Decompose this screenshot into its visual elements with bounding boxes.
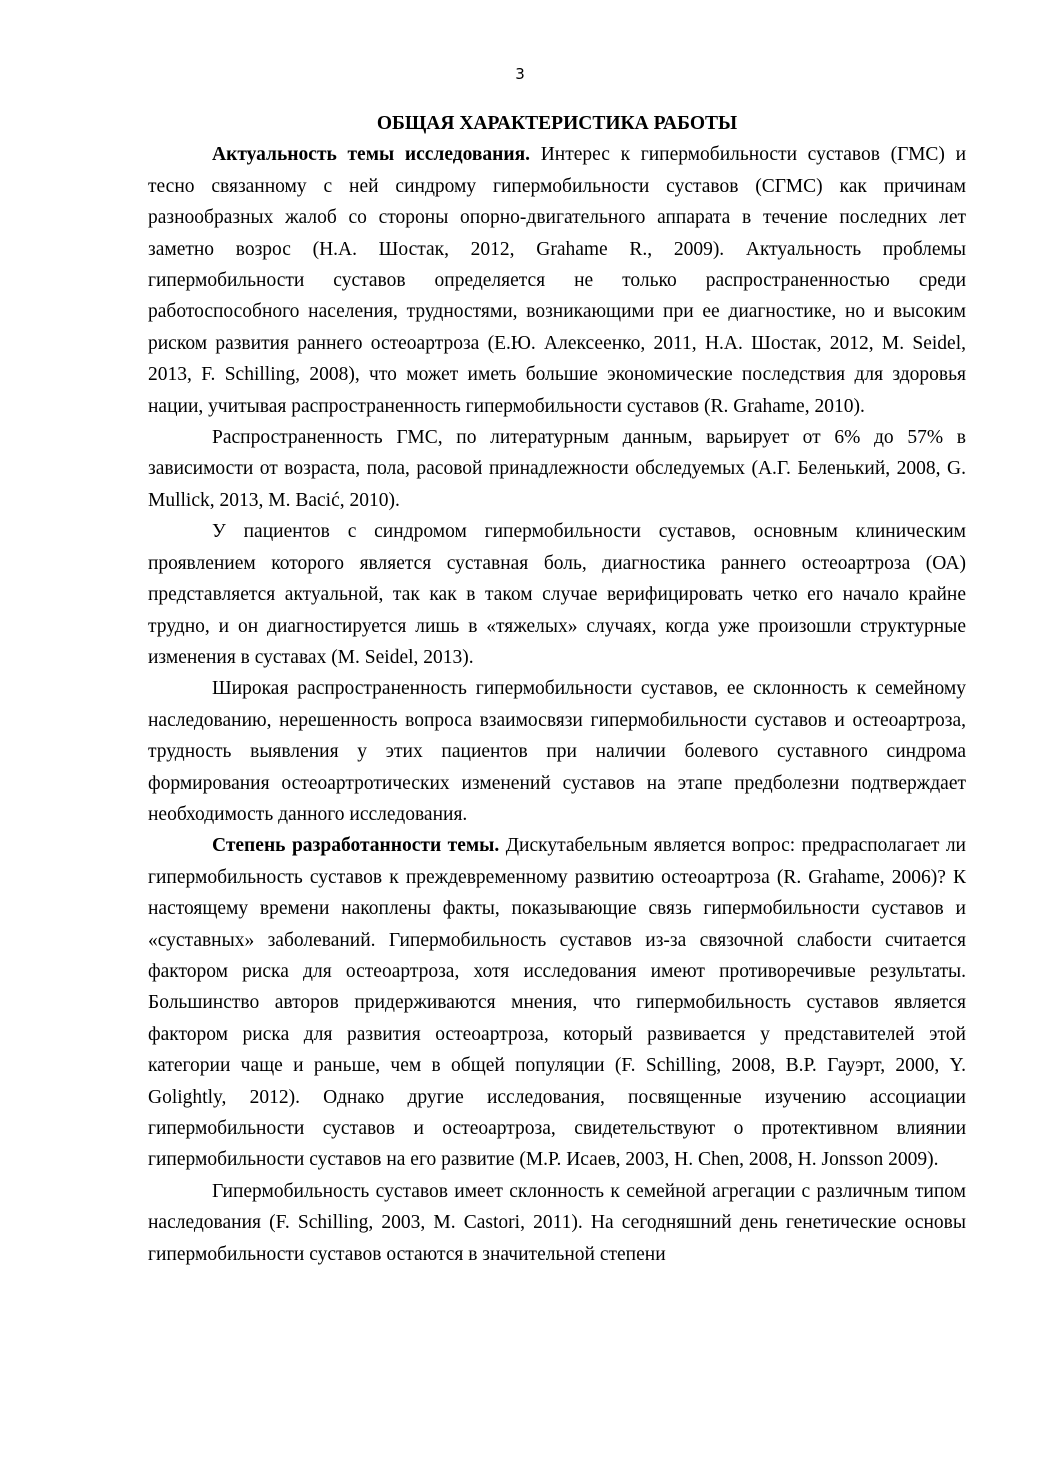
paragraph-necessity	[148, 673, 966, 830]
paragraph-text: Гипермобильность суставов имеет склонность к семейной агрегации с различным типом наследования (F. Schilling, 2003, M. Castori, 2011). На сегодняшний день генетические основы гипермобильности суставов остаются в значительной степени	[148, 1180, 966, 1265]
paragraph-relevance	[148, 139, 966, 422]
paragraph-prevalence	[148, 422, 966, 516]
page-body	[148, 108, 966, 1270]
paragraph-text: У пациентов с синдромом гипермобильности суставов, основным клиническим проявлением которого является суставная боль, диагностика раннего остеоартроза (ОА) представляется актуальной, так как в таком случае верифицировать четко его начало крайне трудно, и он диагностируется лишь в «тяжелых» случаях, когда уже произошли структурные изменения в суставах (M. Seidel, 2013).	[148, 521, 966, 668]
paragraph-lead: Степень разработанности темы.	[212, 835, 500, 857]
paragraph-text: Распространенность ГМС, по литературным данным, варьирует от 6% до 57% в зависимости от возраста, пола, расовой принадлежности обследуемых (А.Г. Беленький, 2008, G. Mullick, 2013, M. Bacić, 2010).	[148, 427, 966, 511]
paragraph-text: Интерес к гипермобильности суставов (ГМС) и тесно связанному с ней синдрому гипермобильности суставов (СГМС) как причинам разнообразных жалоб со стороны опорно-двигательного аппарата в течение последних лет заметно возрос (Н.А. Шостак, 2012, Grahame R., 2009). Актуальность проблемы гипермобильности суставов определяется не только распространенностью среди работоспособного населения, трудностями, возникающими при ее диагностике, но и высоким риском развития раннего остеоартроза (Е.Ю. Алексеенко, 2011, Н.А. Шостак, 2012, M. Seidel, 2013, F. Schilling, 2008), что может иметь большие экономические последствия для здоровья нации, учитывая распространенность гипермобильности суставов (R. Grahame, 2010).	[148, 144, 966, 417]
paragraph-heredity	[148, 1176, 966, 1270]
page-number: 3	[515, 65, 525, 83]
paragraph-patients	[148, 516, 966, 673]
section-heading: ОБЩАЯ ХАРАКТЕРИСТИКА РАБОТЫ	[376, 113, 738, 134]
paragraph-text: Дискутабельным является вопрос: предрасполагает ли гипермобильность суставов к преждевременному развитию остеоартроза (R. Grahame, 2006)? К настоящему времени накоплены факты, показывающие связь гипермобильности суставов и «суставных» заболеваний. Гипермобильность суставов из-за связочной слабости считается фактором риска для остеоартроза, хотя исследования имеют противоречивые результаты. Большинство авторов придерживаются мнения, что гипермобильность суставов является фактором риска для развития остеоартроза, который развивается у представителей этой категории чаще и раньше, чем в общей популяции (F. Schilling, 2008, В.Р. Гауэрт, 2000, Y. Golightly, 2012). Однако другие исследования, посвященные изучению ассоциации гипермобильности суставов и остеоартроза, свидетельствуют о протективном влиянии гипермобильности суставов на его развитие (М.Р. Исаев, 2003, H. Chen, 2008, H. Jonsson 2009).	[148, 835, 966, 1171]
paragraph-lead: Актуальность темы исследования.	[212, 144, 531, 166]
paragraph-development-degree	[148, 830, 966, 1175]
paragraph-text: Широкая распространенность гипермобильности суставов, ее склонность к семейному наследованию, нерешенность вопроса взаимосвязи гипермобильности суставов и остеоартроза, трудность выявления у этих пациентов при наличии болевого суставного синдрома формирования остеоартротических изменений суставов на этапе предболезни подтверждает необходимость данного исследования.	[148, 678, 966, 825]
